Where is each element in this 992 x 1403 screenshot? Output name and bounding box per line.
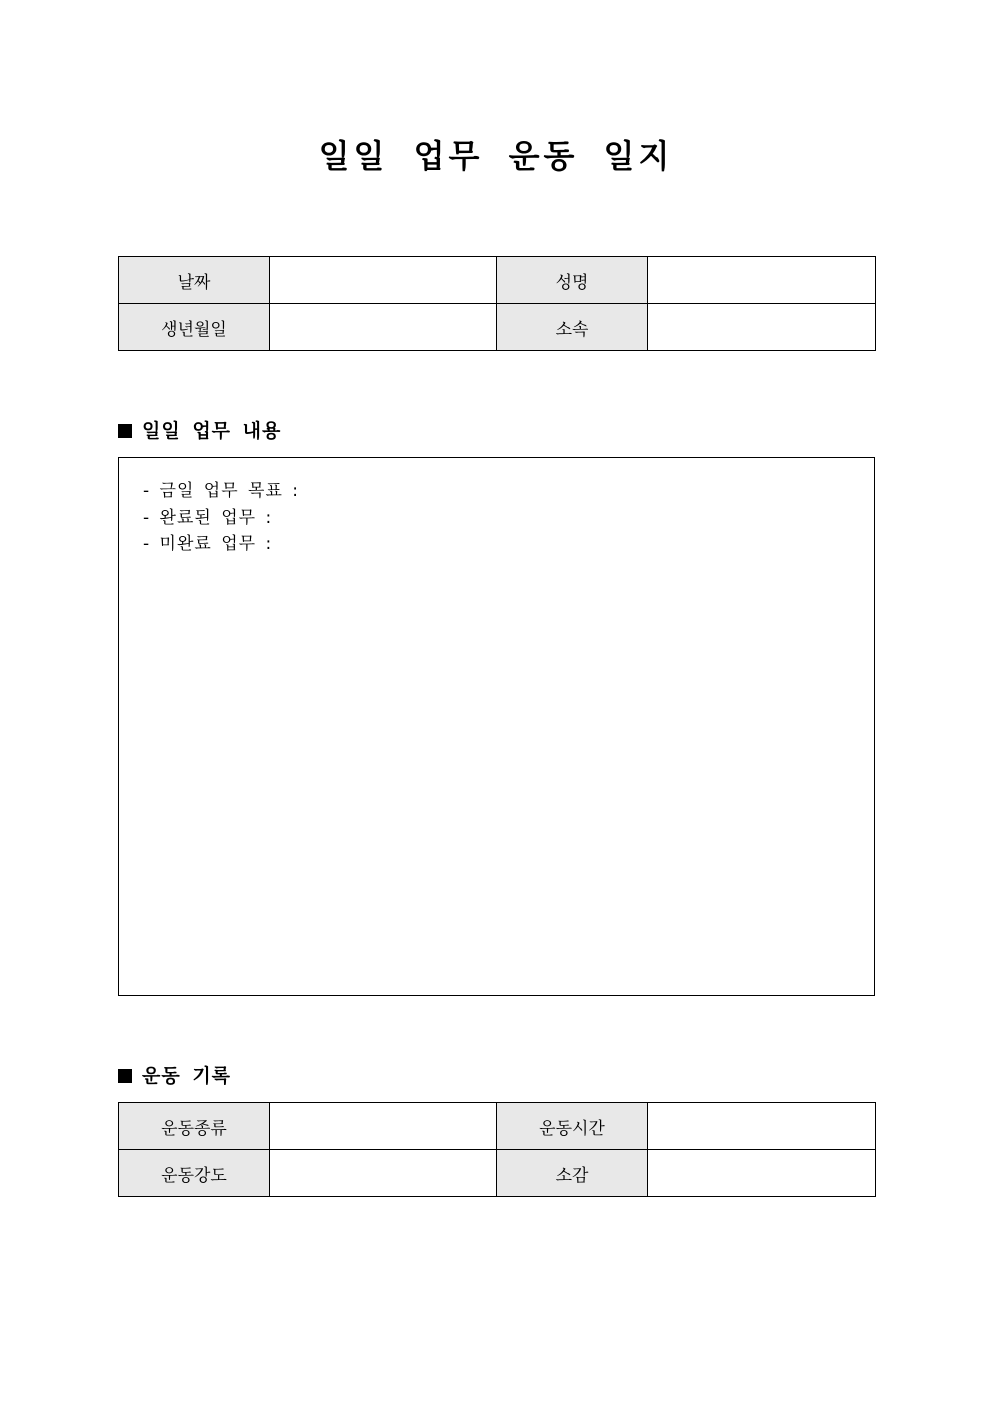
list-item-today-goal: - 금일 업무 목표 : (143, 481, 300, 501)
exercise-type-label: 운동종류 (119, 1103, 270, 1150)
work-section-title: 일일 업무 내용 (142, 420, 282, 442)
exercise-type-field[interactable] (270, 1103, 497, 1150)
list-item-completed-tasks: - 완료된 업무 : (143, 507, 273, 528)
exercise-time-label: 운동시간 (497, 1103, 648, 1150)
birthdate-field[interactable] (270, 304, 497, 351)
exercise-section-heading (118, 1063, 231, 1089)
name-label: 성명 (497, 257, 648, 304)
exercise-intensity-label: 운동강도 (119, 1150, 270, 1197)
table-row (119, 1103, 876, 1150)
work-content-box[interactable] (118, 457, 875, 996)
exercise-time-field[interactable] (648, 1103, 876, 1150)
personal-info-table (118, 256, 876, 351)
exercise-section-title: 운동 기록 (142, 1065, 232, 1087)
affiliation-field[interactable] (648, 304, 876, 351)
impression-label: 소감 (497, 1150, 648, 1197)
table-row (119, 304, 876, 351)
impression-field[interactable] (648, 1150, 876, 1197)
date-field[interactable] (270, 257, 497, 304)
list-item-incomplete-tasks: - 미완료 업무 : (143, 534, 273, 554)
table-row (119, 1150, 876, 1197)
name-field[interactable] (648, 257, 876, 304)
table-row (119, 257, 876, 304)
affiliation-label: 소속 (497, 304, 648, 351)
page-title: 일일 업무 운동 일지 (318, 137, 674, 175)
exercise-intensity-field[interactable] (270, 1150, 497, 1197)
work-content-list (119, 458, 874, 558)
square-bullet-icon (118, 424, 132, 438)
square-bullet-icon (118, 1069, 132, 1083)
work-section-heading (118, 418, 281, 444)
birthdate-label: 생년월일 (119, 304, 270, 351)
exercise-record-table (118, 1102, 876, 1197)
date-label: 날짜 (119, 257, 270, 304)
